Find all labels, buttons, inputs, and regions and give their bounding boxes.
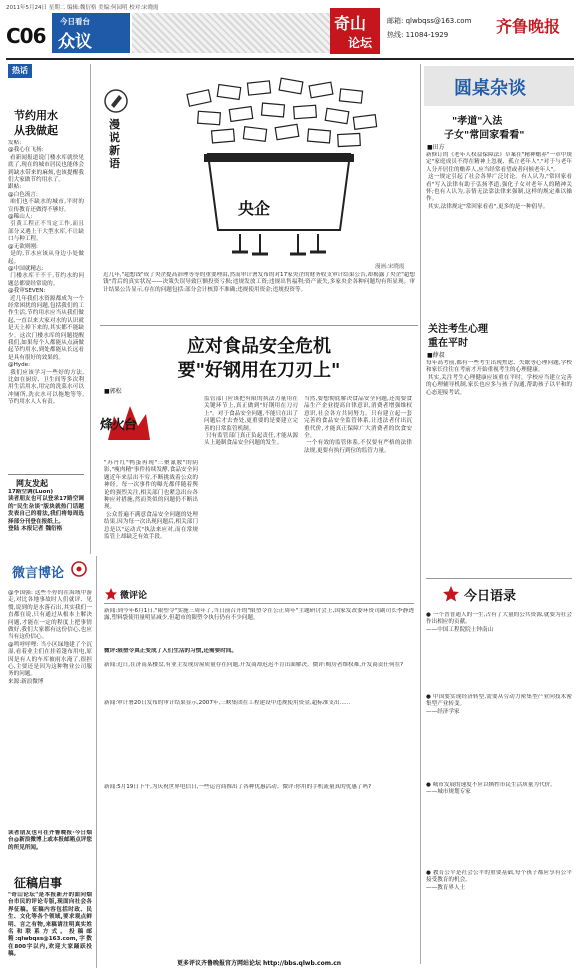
headline-line2: 要"好钢用在刀刃上" — [177, 360, 341, 381]
quote-star-icon — [442, 585, 460, 603]
survey-box — [8, 474, 84, 551]
article2-title-1: 关注考生心理 — [428, 324, 488, 335]
recruit-body: "奇山论坛"是本报新开的面向烟台市民的评论专版,现面向社会各界征稿。征稿内容包括时政、民生、文化等各个领域,要求观点鲜明、言之有物,来稿请注明真实姓名和联系方式。投稿邮箱:qlwbqss@163.com,字数在800字以内,欢迎大家踊跃投稿。 — [8, 892, 92, 958]
article1-body: 新修订的《老年人权益保障法》草案在"精神赡养"一章中规定"家庭成员不得在精神上忽视、孤立老年人","对于与老年人分开居住的赡养人,应当经常看望或者问候老年人"。 这一规定引起了社会各界广泛讨论。有人认为,"常回家看看"写入法律有助于弘扬孝道,强化子女对老年人的精神关怀;也有人认为,亲情无法靠法律来强制,这样的规定难以操作。 其实,法律规定"常回家看看",更多的是一种倡导。 — [426, 152, 572, 210]
section-title: 众议 — [58, 32, 92, 52]
weiping-item-4: 新闻:审计署20日发布的审计结果显示,2007年,三峡集团在工程建设中违规使用资金,超标准支出...... — [104, 700, 351, 706]
quote-item: ● 城市发展的速度不应以牺牲市民生活质量为代价。 ——城市规划专家 — [426, 782, 556, 796]
survey-title: 网友发起 — [16, 479, 48, 488]
logo-text: 奇山 — [334, 14, 367, 33]
left-col-divider — [90, 64, 91, 554]
right-col-divider — [420, 64, 421, 964]
weibo-body: @李国强: 这些不停的在海域中游走,对比各地事故时人们就评、见惯,说到的是水落石出,其实我们一直都在说,只有通过从根本上解决问题,才能在一定的程度上把事情做好,我们大家都有这份信心,也应当有这份信心。 @鸣呼呼哩: 当小区绿地建了个沉湿,看着业主们在挂着篷布用电,原因是有人的车库被雨水淹了,很担心,主要还是因为这种物业公司服务的问题。 来源:新浪微博 — [8, 590, 92, 685]
topic-body: 发帖: @我心在飞扬: 看新闻报道说门楼水库就快见底了,现在的城市居民也能体会到缺水带来的麻烦,也该提醒我们大家做节约用水了。 跟帖: @白色流言: 咱们也不缺水的城市,平时的宣传教育还做得不够好。 @稀山人: 引黄工程正不当定工作,而且部分又遇上干大型水库,不让缺口与种工程。 @无欲则刚: 是的,节水应该从身边小处做起。 @中国就精志: 门楼水库干不干,节约水的问题总都要经常说的。 @我审SEVEN: 近几年我们水资源都成为一个经常困扰的问题,包括我们的工作生活,节约用水应当从我们做起,一直以来大家对水的认识就是天上掉下来的,其实都不能缺少。这次门楼水库的问题提醒我们,如果每个人都能从点滴做起节约用水,到处都能从长远看是具有很好的效果的。 @Hyde: 我们应该学习一些好的方法,比如在厨房、卫生间等多次利用生活用水,用完的洗菜水可以冲厕所,洗衣水可以拖地等等,节约用水人人有责。 — [8, 140, 84, 406]
cartoon-body: 近几年,"超想钱"成了央企提高治理等等的重要理由,然而审计署发布的对17家央企的财务收支审计结果公告,却揭露了央企"超想钱"背后的真实状况——决策失误导致巨额投资亏损;违规发放工资;违规出售福利;资产流失,多家央企各种问题均有所显现。审计结果公告显示,存在的问题包括:部分会计核算不准确;违规使用资金;违规投资等。 — [103, 272, 415, 293]
feature-stamp — [100, 396, 158, 452]
topic-title-1: 节约用水 — [14, 109, 58, 122]
article-col-1: "苏丹红"鸭蛋再现"三聚氰胺"的阴影,"瘦肉精"事件持续发酵,食品安全问题近年来层出不穷,不断挑战着公众的神经。每一次事件的曝光都伴随着舆论的强烈关注,相关部门也紧急出台各种应对措施,然而类似的问题仍不断出现。 公众普遍不满意食品安全问题的处理结果,因为每一次出现问题后,相关部门总是以"运动式"执法来应对,而在常规监管上却缺乏有效手段。 — [104, 460, 198, 541]
cartoon-rule — [100, 325, 418, 326]
article-col-3: 当然,要想彻底解决食品安全问题,还需要食品生产企业提高自律意识,消费者增强维权意识,社会各方共同努力。只有建立起一套完善的食品安全监管体系,让违法者付出沉重代价,才能真正保障广大消费者的饮食安全。 一个有效的监管体系,不仅要有严格的法律法规,更要有执行到位的监管力量。 — [304, 396, 412, 454]
today-quotes-header — [426, 578, 572, 607]
contact-hotline: 热线: 11084-1929 — [387, 31, 449, 39]
article1-byline: ■田方 — [427, 144, 445, 151]
weiping-item-1: 新闻:到今年6月1日,"限塑令"实施三周年了,当日前召开的"限塑令在公正周年"主题研讨会上,国家发改委环资司副司长李静透露,塑料袋使用量明显减少,但超市的限塑令执行仍有不少问题。 — [104, 608, 414, 622]
article2-title-2: 重在平时 — [428, 338, 468, 349]
weibo-title: 微言博论 — [12, 566, 65, 581]
weibo-note: 读者朋友也可在齐鲁晚报·今日烟台@新浪微博上或本报邮箱点评您的所见所闻。 — [8, 830, 92, 851]
byline: ■郭松 — [104, 388, 122, 395]
weiping-footer: 更多评议齐鲁晚报官方网站论坛 http://bbs.qlwb.com.cn — [176, 960, 342, 967]
survey-body: 17路空调(Luon) 读者朋友也可以登录17路空调的"民生杂谈"版块就热门话题发表自己的看法,我们将每周选择部分刊登在报纸上。 登陆 本报记者 魏衍格 — [8, 489, 84, 533]
logo-text2: 论坛 — [348, 36, 373, 50]
weiping-item-3: 新闻:近日,在济南某楼盘,有业主发现房屋质量存在问题,开发商却迟迟不肯出面解决。微评:购房者维权难,开发商责任何在? — [104, 662, 404, 668]
banner-text: 圆桌杂谈 — [454, 78, 526, 99]
forum-logo — [330, 8, 380, 54]
weiping-header — [104, 586, 414, 602]
weiping-item-5: 新闻:5月19日下午,为庆祝世界电信日,一些运营商推出了各种优惠活动。微评:你用的手机流量真的优惠了吗? — [104, 784, 372, 790]
hot-topic-box — [8, 64, 86, 550]
section-header — [52, 13, 130, 53]
stamp-text: 烽火台 — [100, 418, 137, 433]
today-quotes-title: 今日语录 — [464, 589, 517, 604]
article1-title-1: "孝道"入法 — [452, 116, 503, 127]
page-code: C06 — [6, 24, 46, 48]
cartoon-caption: 央企 — [238, 199, 271, 218]
cartoon-illustration — [140, 72, 416, 258]
paper-name: 齐鲁晚报 — [496, 17, 561, 36]
date-line: 2011年5月24日 星期二 编辑:魏衍格 美编:何园明 校对:宋晓霞 — [6, 5, 159, 11]
article1-title-2: 子女"常回家看看" — [444, 130, 525, 141]
quote-item: ● 中国要实现经济转型,需要从劳动力密集型产业向技术密集型产业转变。 ——经济学家 — [426, 694, 572, 715]
topic-title-2: 从我做起 — [14, 124, 58, 137]
weiping-rule — [104, 603, 414, 604]
weibo-bird-icon — [70, 560, 88, 578]
article2-body: 每年高考前,都有一些考生出现焦虑、失眠等心理问题,学校和家长往往在考前才开始重视考生的心理健康。 其实,关注考生心理健康应该重在平时。学校应当建立完善的心理辅导机制,家长也应多与孩子沟通,帮助孩子以平和的心态迎接考试。 — [426, 360, 572, 396]
article-col-2: 监管部门应该把有限的执法力量用在关键环节上,真正做到"好钢用在刀刃上"。对于食品安全问题,不能只在出了问题后才去查处,更重要的是要建立完善的日常监管机制。 只有监管部门真正负起责任,才能从源头上遏制食品安全问题的发生。 — [204, 396, 298, 447]
headline-line1: 应对食品安全危机 — [187, 336, 331, 357]
header-pattern — [132, 13, 332, 53]
contact-email: 邮箱: qlwbqss@163.com — [387, 17, 472, 25]
roundtable-banner — [424, 66, 574, 106]
hot-label: 热话 — [8, 64, 32, 78]
weiping-star-icon — [104, 587, 118, 601]
cartoon-label-text: 漫说新语 — [109, 118, 120, 170]
cartoon-pen-icon — [103, 88, 129, 114]
cartoon-credit: 漫画:宋晓霞 — [375, 264, 405, 270]
section-sub: 今日看台 — [60, 17, 90, 26]
weiping-title: 微评论 — [120, 591, 148, 601]
masthead-rule — [6, 58, 574, 60]
quote-item: ● 教育公平是社会公平的重要基础,每个孩子都应享有公平接受教育的机会。 ——教育界人士 — [426, 870, 572, 891]
weiping-item-2: 微评:限塑令真正变成了人们生活的习惯,还需要时间。 — [104, 648, 238, 654]
recruit-title: 征稿启事 — [14, 876, 63, 890]
left-lower-divider — [96, 556, 97, 968]
article2-byline: ■薛叔 — [427, 352, 445, 359]
quote-item: ● 一个普普通人的一生,占有了大量的公共资源,就要为社会作出相应的贡献。 ——中国工程院院士钟南山 — [426, 612, 572, 633]
